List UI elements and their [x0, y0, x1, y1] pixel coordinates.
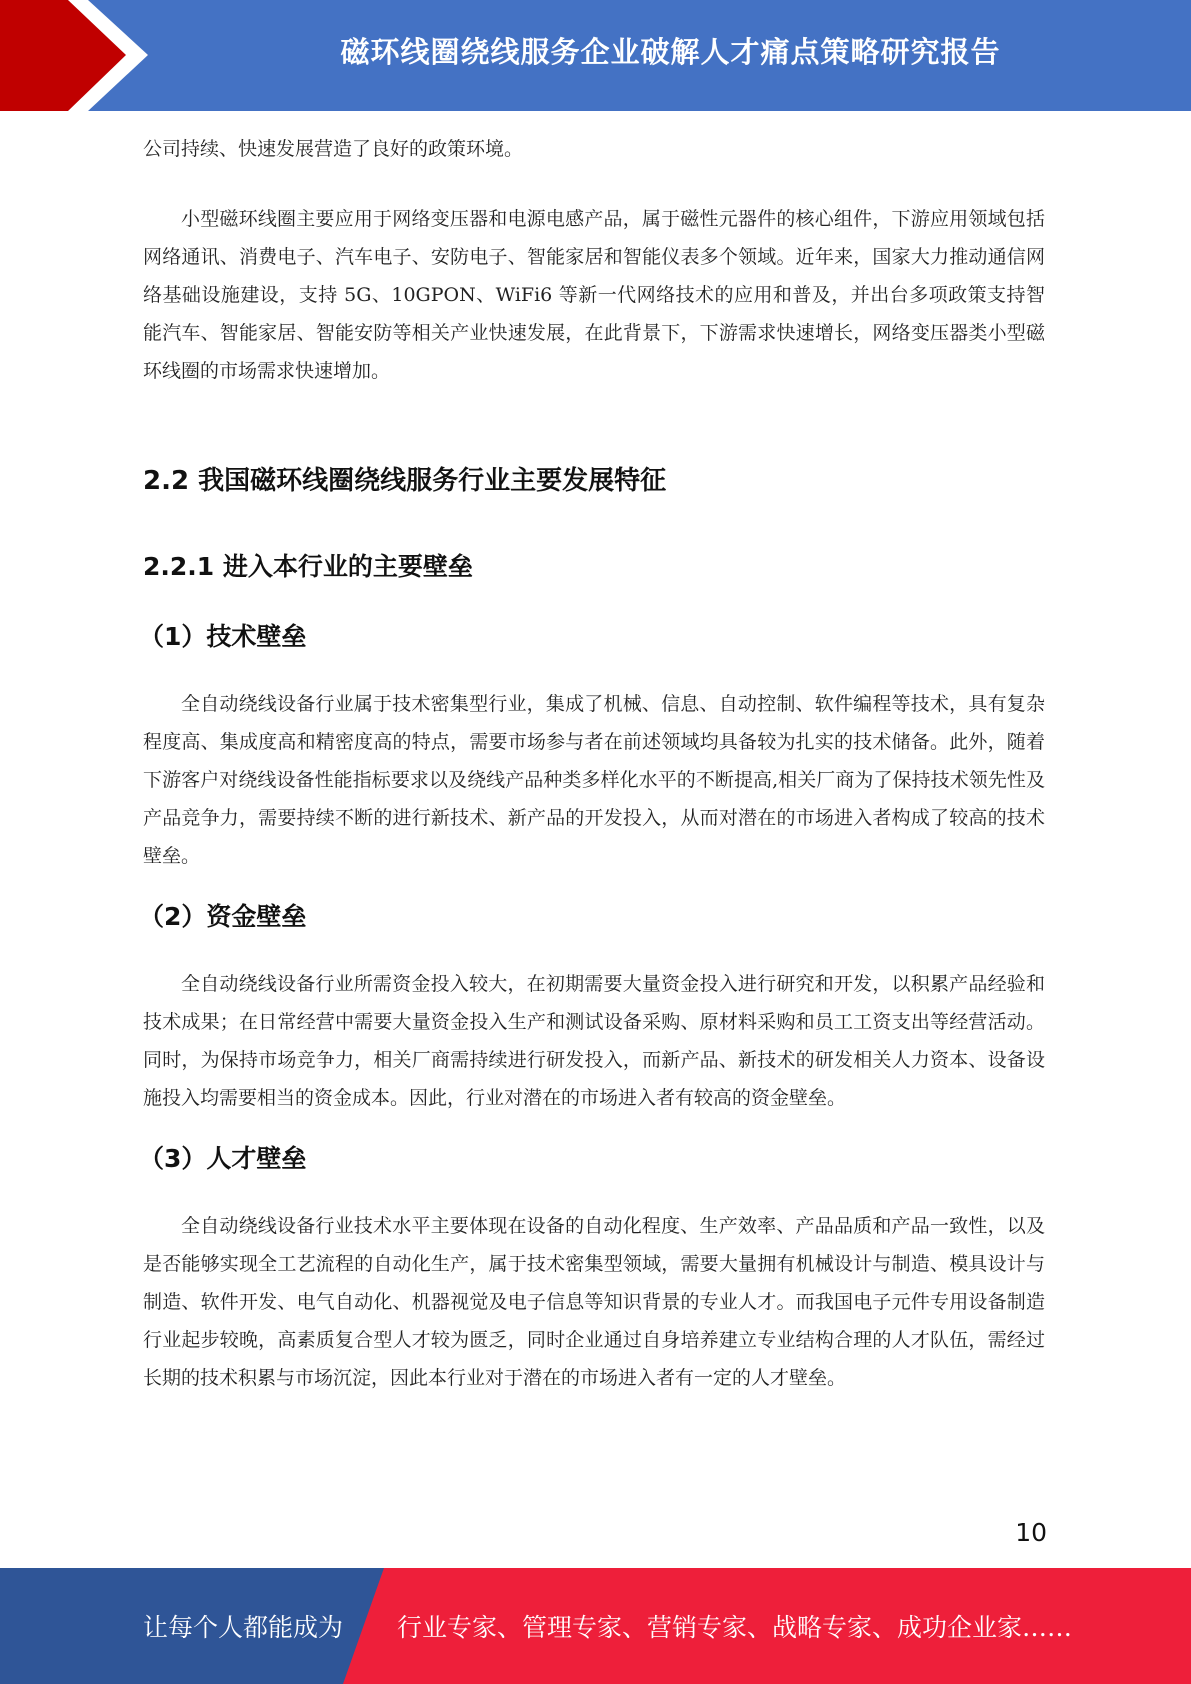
footer-banner: [0, 1568, 1191, 1684]
barrier-technology-text: 全自动绕线设备行业属于技术密集型行业，集成了机械、信息、自动控制、软件编程等技术，具有复杂程度高、集成度高和精密度高的特点，需要市场参与者在前述领域均具备较为扎实的技术储备。此外，随着下游客户对绕线设备性能指标要求以及绕线产品种类多样化水平的不断提高,相关厂商为了保持技术领先性及产品竞争力，需要持续不断的进行新技术、新产品的开发投入，从而对潜在的市场进入者构成了较高的技术壁垒。: [143, 693, 1045, 867]
barrier-capital-title: （2）资金壁垒: [139, 902, 307, 931]
page-number: 10: [1015, 1518, 1047, 1547]
barrier-talent-text: 全自动绕线设备行业技术水平主要体现在设备的自动化程度、生产效率、产品品质和产品一致性，以及是否能够实现全工艺流程的自动化生产，属于技术密集型领域，需要大量拥有机械设计与制造、模具设计与制造、软件开发、电气自动化、机器视觉及电子信息等知识背景的专业人才。而我国电子元件专用设备制造行业起步较晚，高素质复合型人才较为匮乏，同时企业通过自身培养建立专业结构合理的人才队伍，需经过长期的技术积累与市场沉淀，因此本行业对于潜在的市场进入者有一定的人才壁垒。: [143, 1215, 1045, 1389]
page-content: [139, 130, 1045, 1397]
report-title: 磁环线圈绕线服务企业破解人才痛点策略研究报告: [340, 34, 1001, 69]
barrier-technology-title: （1）技术壁垒: [139, 622, 307, 651]
barrier-capital-text: 全自动绕线设备行业所需资金投入较大，在初期需要大量资金投入进行研究和开发，以积累产品经验和技术成果；在日常经营中需要大量资金投入生产和测试设备采购、原材料采购和员工工资支出等经营活动。同时，为保持市场竞争力，相关厂商需持续进行研发投入，而新产品、新技术的研发相关人力资本、设备设施投入均需要相当的资金成本。因此，行业对潜在的市场进入者有较高的资金壁垒。: [143, 973, 1045, 1109]
barrier-talent-title: （3）人才壁垒: [139, 1144, 307, 1173]
subsection-title: 2.2.1 进入本行业的主要壁垒: [143, 552, 473, 581]
header-banner: [0, 0, 1191, 111]
footer-slogan-right: 行业专家、管理专家、营销专家、战略专家、成功企业家……: [397, 1613, 1073, 1642]
paragraph-policy-env: 公司持续、快速发展营造了良好的政策环境。: [143, 138, 524, 160]
section-title: 2.2 我国磁环线圈绕线服务行业主要发展特征: [143, 466, 667, 496]
paragraph-downstream-demand: 小型磁环线圈主要应用于网络变压器和电源电感产品，属于磁性元器件的核心组件，下游应用领域包括网络通讯、消费电子、汽车电子、安防电子、智能家居和智能仪表多个领域。近年来，国家大力推动通信网络基础设施建设，支持 5G、10GPON、WiFi6 等新一代网络技术的应用和普及，并出台多项政策支持智能汽车、智能家居、智能安防等相关产业快速发展，在此背景下，下游需求快速增长，网络变压器类小型磁环线圈的市场需求快速增加。: [143, 208, 1045, 382]
footer-slogan-left: 让每个人都能成为: [143, 1613, 344, 1642]
